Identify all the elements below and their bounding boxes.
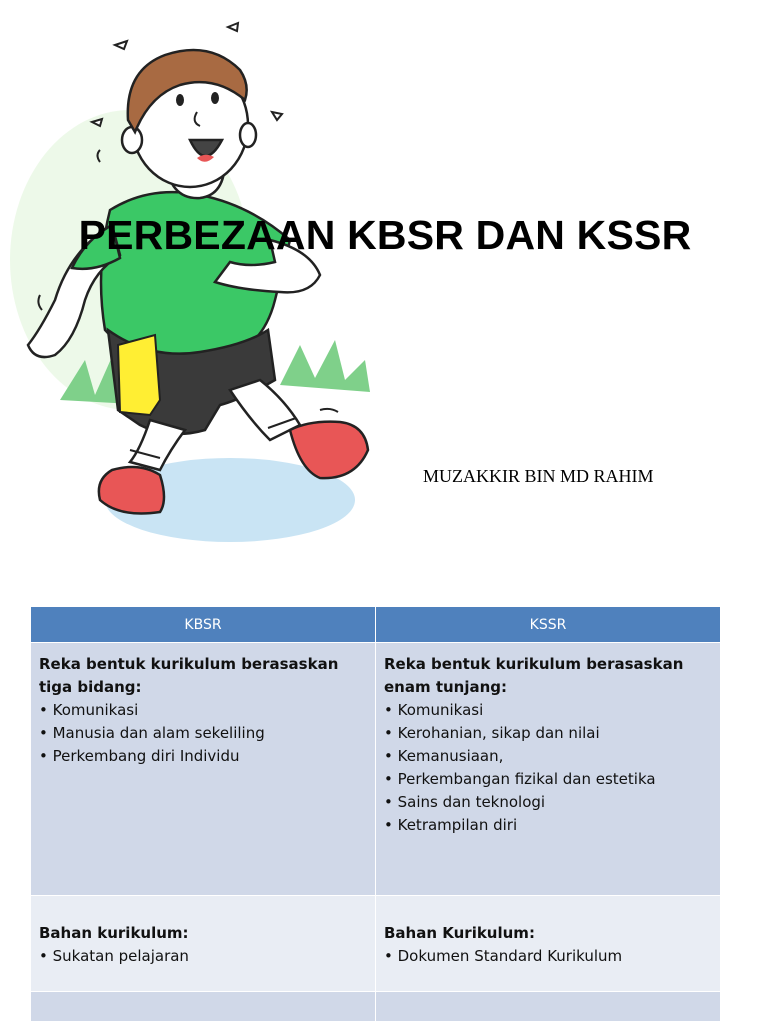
cell-heading: Bahan kurikulum: [39, 924, 189, 942]
kbsr-cell [31, 896, 376, 992]
kssr-cell [376, 992, 721, 1022]
column-header-kssr: KSSR [376, 607, 721, 643]
list-item: • Sains dan teknologi [384, 793, 546, 811]
slide-title: PERBEZAAN KBSR DAN KSSR [78, 212, 692, 258]
column-header-kbsr: KBSR [31, 607, 376, 643]
running-boy-clipart [0, 0, 420, 560]
list-item: • Sukatan pelajaran [39, 947, 189, 965]
table-header-row [31, 607, 721, 643]
list-item: • Perkembang diri Individu [39, 747, 240, 765]
table-row [31, 992, 721, 1022]
kbsr-cell [31, 643, 376, 896]
kbsr-cell [31, 992, 376, 1022]
cell-heading: Reka bentuk kurikulum berasaskan enam tunjang: [384, 655, 684, 696]
author-name: MUZAKKIR BIN MD RAHIM [423, 466, 654, 486]
list-item: • Kemanusiaan, [384, 747, 504, 765]
cell-heading: Reka bentuk kurikulum berasaskan tiga bidang: [39, 655, 339, 696]
kssr-cell [376, 896, 721, 992]
cell-heading: Bahan Kurikulum: [384, 924, 535, 942]
list-item: • Perkembangan fizikal dan estetika [384, 770, 656, 788]
comparison-table [30, 606, 721, 1022]
list-item: • Manusia dan alam sekeliling [39, 724, 265, 742]
list-item: • Komunikasi [384, 701, 484, 719]
kssr-cell [376, 643, 721, 896]
list-item: • Ketrampilan diri [384, 816, 518, 834]
table-row [31, 643, 721, 896]
list-item: • Dokumen Standard Kurikulum [384, 947, 623, 965]
table-row [31, 896, 721, 992]
list-item: • Komunikasi [39, 701, 139, 719]
list-item: • Kerohanian, sikap dan nilai [384, 724, 600, 742]
